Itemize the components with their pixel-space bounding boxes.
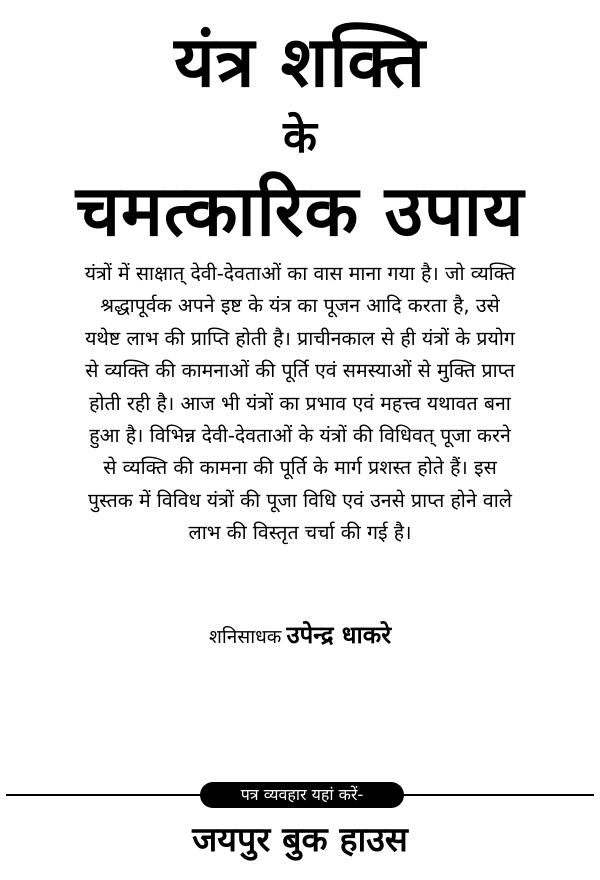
blurb-line-4: से व्यक्ति की कामनाओं की पूर्ति एवं समस्याओं से मुक्ति प्राप्त: [85, 359, 515, 383]
title-line-1: यंत्र शक्ति: [174, 21, 426, 103]
title-line-2: के: [283, 112, 317, 163]
blurb-line-2: श्रद्धापूर्वक अपने इष्ट के यंत्र का पूजन आदि करता है, उसे: [100, 294, 500, 318]
blurb-line-3: यथेष्ट लाभ की प्राप्ति होती है। प्राचीनकाल से ही यंत्रों के प्रयोग: [85, 326, 515, 350]
blurb-line-8: पुस्तक में विविध यंत्रों की पूजा विधि एवं उनसे प्राप्त होने वाले: [88, 488, 512, 512]
publisher-name: जयपुर बुक हाउस: [192, 820, 408, 860]
blurb-line-9: लाभ की विस्तृत चर्चा की गई है।: [188, 521, 412, 545]
blurb-line-7: से व्यक्ति की कामना की पूर्ति के मार्ग प्रशस्त होते हैं। इस: [103, 456, 497, 480]
contact-label-badge: पत्र व्यवहार यहां करें-: [200, 782, 404, 808]
blurb-paragraph: [40, 258, 560, 550]
blurb-line-5: होती रही है। आज भी यंत्रों का प्रभाव एवं महत्त्व यथावत बना: [89, 391, 511, 415]
author-credit: [0, 618, 600, 651]
author-name: उपेन्द्र धाकरे: [286, 621, 392, 649]
blurb-line-1: यंत्रों में साक्षात् देवी-देवताओं का वास माना गया है। जो व्यक्ति: [84, 262, 516, 285]
blurb-line-6: हुआ है। विभिन्न देवी-देवताओं के यंत्रों की विधिवत् पूजा करने: [89, 424, 511, 448]
author-prefix: शनिसाधक: [208, 626, 282, 648]
title-line-3: चमत्कारिक उपाय: [75, 170, 525, 252]
